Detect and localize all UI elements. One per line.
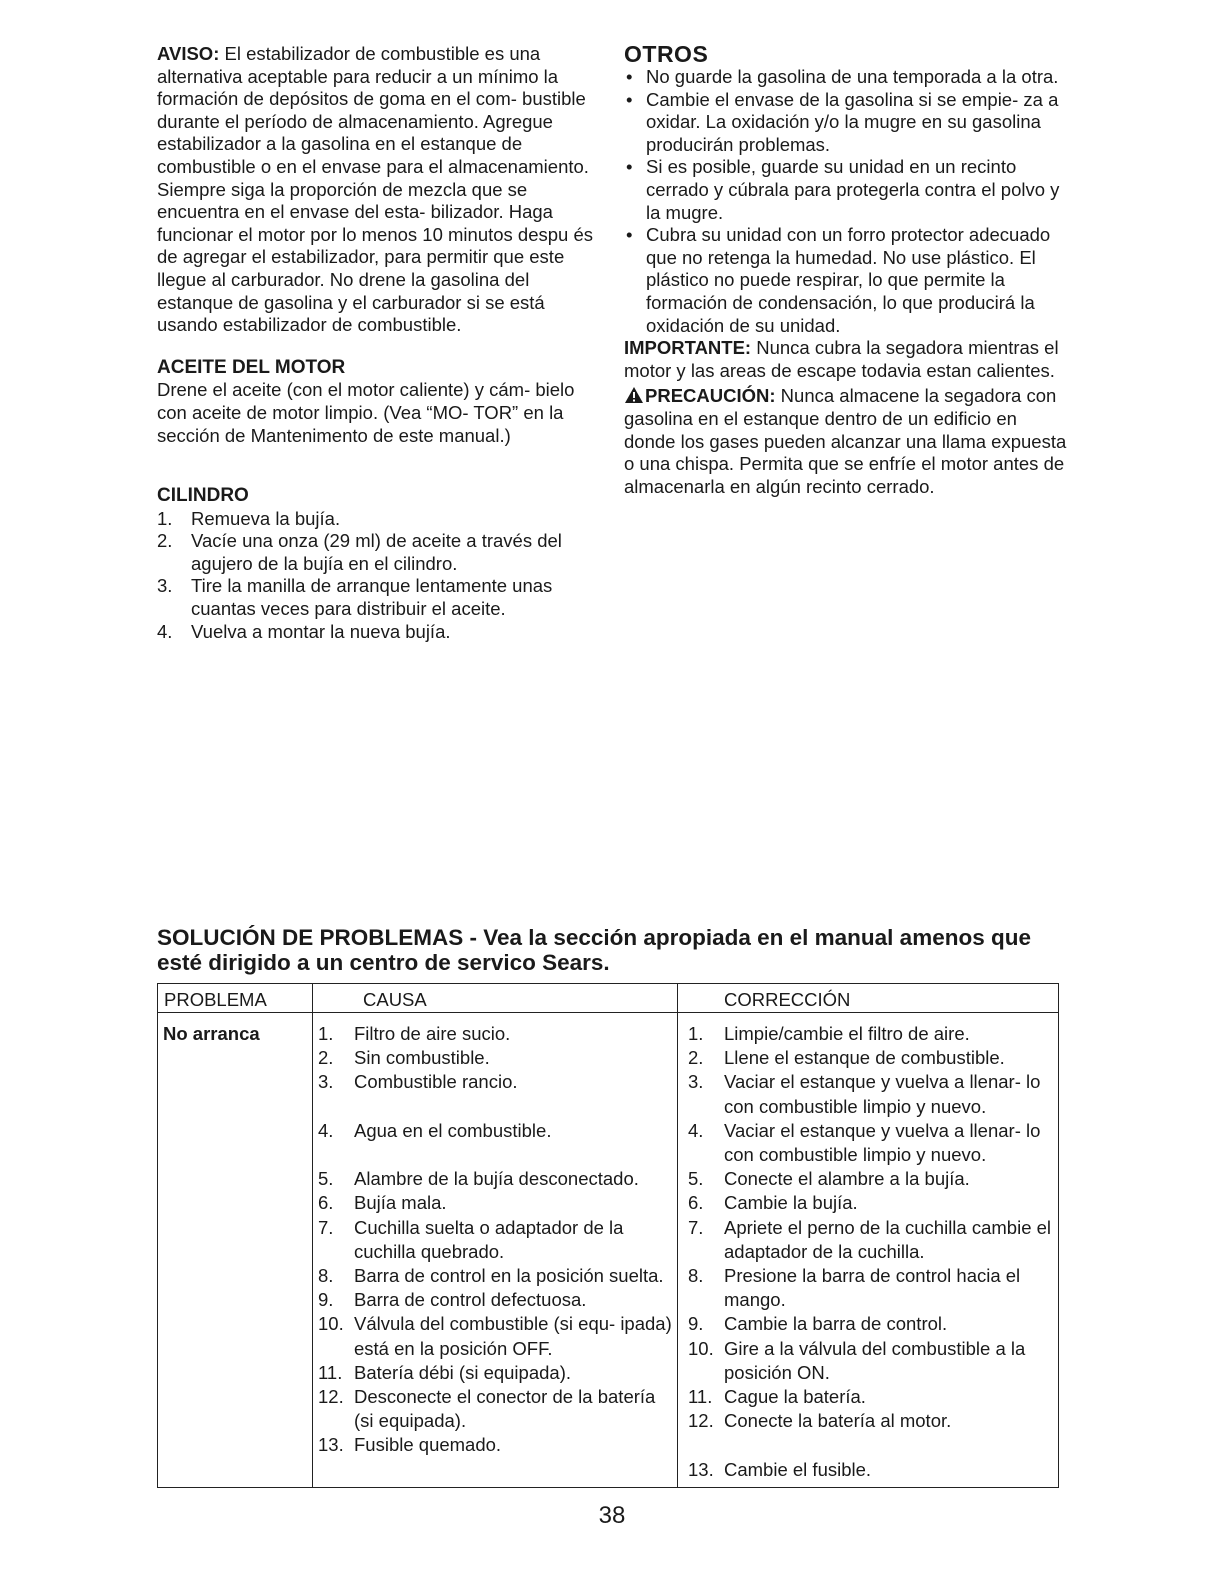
aviso-paragraph xyxy=(157,43,597,337)
list-item xyxy=(688,1022,1052,1046)
correction-text: Conecte la batería al motor. xyxy=(724,1410,952,1432)
correction-text: Limpie/cambie el filtro de aire. xyxy=(724,1023,970,1044)
list-item xyxy=(318,1070,673,1094)
correction-number: 4. xyxy=(688,1119,704,1141)
cause-text: Sin combustible. xyxy=(354,1047,490,1069)
precaucion-text: Nunca almacene la segadora con gasolina en el estanque dentro de un edificio en donde los gases pueden alcanzar una llama expuesta o una chispa. Permita que se enfríe el motor antes de almacenarla en algún recinto cerrado. xyxy=(624,385,1067,497)
list-item xyxy=(688,1337,1052,1385)
step-text: Remueva la bujía. xyxy=(191,507,341,529)
bullet-icon: • xyxy=(626,224,633,246)
cause-text: Bujía mala. xyxy=(354,1192,447,1214)
otros-heading: OTROS xyxy=(624,41,709,67)
cause-number: 6. xyxy=(318,1192,334,1214)
cause-number: 12. xyxy=(318,1386,344,1408)
aceite-heading: ACEITE DEL MOTOR xyxy=(157,356,346,378)
correction-number: 9. xyxy=(688,1313,704,1335)
correction-text: Vaciar el estanque y vuelva a llenar- lo con combustible limpio y nuevo. xyxy=(724,1071,1041,1117)
list-item xyxy=(688,1312,1052,1336)
cause-text: Válvula del combustible (si equ- ipada) está en la posición OFF. xyxy=(354,1313,672,1359)
correction-number: 3. xyxy=(688,1071,704,1093)
list-item xyxy=(624,156,1069,224)
correction-number: 6. xyxy=(688,1192,704,1214)
step-text: Vuelva a montar la nueva bujía. xyxy=(191,620,451,642)
step-number: 1. xyxy=(157,507,173,529)
correction-number: 2. xyxy=(688,1047,704,1069)
list-item xyxy=(688,1264,1052,1312)
troubleshooting-title: SOLUCIÓN DE PROBLEMAS - Vea la sección apropiada en el manual amenos que esté dirigido a un centro de servico Sears. xyxy=(157,925,1031,975)
cause-text: Desconecte el conector de la batería (si equipada). xyxy=(354,1386,656,1432)
precaucion-label: PRECAUCIÓN: xyxy=(645,385,776,407)
column-divider xyxy=(677,984,678,1487)
list-item xyxy=(318,1312,673,1360)
list-item xyxy=(688,1070,1052,1118)
list-item xyxy=(318,1385,673,1433)
correction-text: Gire a la válvula del combustible a la posición ON. xyxy=(724,1337,1026,1383)
list-item xyxy=(318,1046,673,1070)
list-item xyxy=(318,1216,673,1264)
list-item xyxy=(688,1119,1052,1167)
otros-item-text: Cubra su unidad con un forro protector adecuado que no retenga la humedad. No use plástico. El plástico no puede respirar, lo que permite la formación de condensación, lo que producirá la oxidación de su unidad. xyxy=(646,224,1051,336)
header-problema: PROBLEMA xyxy=(164,989,267,1010)
list-item xyxy=(318,1191,673,1215)
list-item xyxy=(157,621,597,644)
cause-number: 2. xyxy=(318,1047,334,1069)
otros-item-text: Cambie el envase de la gasolina si se empie- za a oxidar. La oxidación y/o la mugre en su gasolina producirán problemas. xyxy=(646,88,1059,155)
cause-text: Cuchilla suelta o adaptador de la cuchilla quebrado. xyxy=(354,1216,624,1262)
aceite-text: Drene el aceite (con el motor caliente) y cám- bielo con aceite de motor limpio. (Vea “MO- TOR” en la sección de Mantenimento de este manual.) xyxy=(157,379,575,446)
list-item xyxy=(688,1046,1052,1070)
problem-cell: No arranca xyxy=(163,1023,260,1044)
list-item xyxy=(624,89,1069,157)
correction-number: 13. xyxy=(688,1458,714,1480)
correction-number: 7. xyxy=(688,1216,704,1238)
cause-text: Fusible quemado. xyxy=(354,1434,502,1456)
list-item xyxy=(688,1458,1052,1482)
bullet-icon: • xyxy=(626,88,633,110)
cilindro-steps xyxy=(157,508,597,644)
list-item xyxy=(624,224,1069,337)
correction-text: Cambie la bujía. xyxy=(724,1192,858,1214)
left-column xyxy=(157,43,597,643)
list-item xyxy=(688,1409,1052,1433)
correction-text: Cambie la barra de control. xyxy=(724,1313,948,1335)
list-item xyxy=(157,508,597,531)
correction-text: Cague la batería. xyxy=(724,1386,866,1408)
page-number: 38 xyxy=(598,1502,626,1529)
correction-text: Presione la barra de control hacia el mango. xyxy=(724,1265,1021,1311)
cause-number: 3. xyxy=(318,1071,334,1093)
corrections-list xyxy=(688,1022,1052,1482)
step-text: Tire la manilla de arranque lentamente unas cuantas veces para distribuir el aceite. xyxy=(191,575,553,620)
correction-number: 11. xyxy=(688,1386,713,1408)
bullet-icon: • xyxy=(626,156,633,178)
list-item xyxy=(688,1385,1052,1409)
column-divider xyxy=(312,984,313,1487)
cause-text: Combustible rancio. xyxy=(354,1071,518,1093)
correction-text: Conecte el alambre a la bujía. xyxy=(724,1168,970,1190)
causes-cell xyxy=(318,1022,673,1458)
cause-text: Barra de control en la posición suelta. xyxy=(354,1265,664,1286)
cause-number: 1. xyxy=(318,1023,334,1044)
cause-number: 5. xyxy=(318,1168,334,1190)
step-number: 4. xyxy=(157,620,173,642)
list-item xyxy=(688,1167,1052,1191)
cause-text: Barra de control defectuosa. xyxy=(354,1289,587,1311)
precaucion-paragraph xyxy=(624,385,1069,498)
importante-text: Nunca cubra la segadora mientras el motor y las areas de escape todavia estan calientes. xyxy=(624,337,1059,381)
importante-label: IMPORTANTE: xyxy=(624,337,752,359)
troubleshooting-table xyxy=(157,983,1059,1488)
aviso-label: AVISO: xyxy=(157,43,220,64)
step-text: Vacíe una onza (29 ml) de aceite a través del agujero de la bujía en el cilindro. xyxy=(191,530,562,574)
corrections-cell xyxy=(688,1022,1052,1482)
importante-paragraph xyxy=(624,337,1069,382)
list-item xyxy=(318,1022,673,1046)
aviso-text: El estabilizador de combustible es una alternativa aceptable para reducir a un mínimo la formación de depósitos de goma en el com- bustible durante el período de almacenamiento. Agregue estabilizador a la gasolina en el estanque de combustible o en el envase para el almacenamiento. Siempre siga la proporción de mezcla que se encuentra en el envase del esta- bilizador. Haga funcionar el motor por lo menos 10 minutos despu és de agregar el estabilizador, para permitir que este llegue al carburador. No drene la gasolina del estanque de gasolina y el carburador si se está usando estabilizador de combustible. xyxy=(157,43,594,336)
correction-number: 1. xyxy=(688,1023,704,1044)
cause-number: 7. xyxy=(318,1216,334,1238)
cause-number: 8. xyxy=(318,1265,334,1286)
bullet-icon: • xyxy=(626,66,633,87)
correction-number: 12. xyxy=(688,1410,714,1432)
cause-number: 10. xyxy=(318,1313,344,1335)
header-correccion: CORRECCIÓN xyxy=(724,989,851,1010)
list-item xyxy=(157,575,597,620)
list-item xyxy=(318,1361,673,1385)
list-item xyxy=(318,1119,673,1143)
correction-text: Vaciar el estanque y vuelva a llenar- lo con combustible limpio y nuevo. xyxy=(724,1119,1041,1166)
list-item xyxy=(318,1167,673,1191)
cause-number: 13. xyxy=(318,1434,344,1456)
cause-number: 11. xyxy=(318,1361,343,1383)
table-header-row xyxy=(158,984,1058,1013)
cilindro-heading: CILINDRO xyxy=(157,485,249,507)
correction-number: 5. xyxy=(688,1168,704,1190)
causes-list xyxy=(318,1022,673,1458)
list-item xyxy=(318,1264,673,1288)
list-item xyxy=(688,1191,1052,1215)
list-item xyxy=(624,66,1069,89)
correction-number: 10. xyxy=(688,1337,714,1359)
cause-number: 9. xyxy=(318,1289,334,1311)
cause-text: Filtro de aire sucio. xyxy=(354,1023,511,1044)
list-item xyxy=(157,530,597,575)
warning-triangle-icon xyxy=(624,386,644,404)
list-item xyxy=(318,1433,673,1457)
cause-text: Alambre de la bujía desconectado. xyxy=(354,1168,639,1190)
correction-text: Llene el estanque de combustible. xyxy=(724,1047,1005,1069)
step-number: 2. xyxy=(157,530,173,552)
header-causa: CAUSA xyxy=(363,989,427,1010)
cause-text: Batería débi (si equipada). xyxy=(354,1361,571,1383)
list-item xyxy=(318,1288,673,1312)
correction-text: Cambie el fusible. xyxy=(724,1458,872,1480)
right-column xyxy=(624,42,1069,498)
otros-item-text: No guarde la gasolina de una temporada a la otra. xyxy=(646,66,1059,87)
otros-item-text: Si es posible, guarde su unidad en un recinto cerrado y cúbrala para protegerla contra el polvo y la mugre. xyxy=(646,156,1060,223)
otros-list xyxy=(624,66,1069,337)
correction-text: Apriete el perno de la cuchilla cambie el adaptador de la cuchilla. xyxy=(724,1216,1052,1262)
list-item xyxy=(688,1216,1052,1264)
cause-text: Agua en el combustible. xyxy=(354,1119,552,1141)
cause-number: 4. xyxy=(318,1119,334,1141)
correction-number: 8. xyxy=(688,1265,704,1287)
step-number: 3. xyxy=(157,575,173,597)
